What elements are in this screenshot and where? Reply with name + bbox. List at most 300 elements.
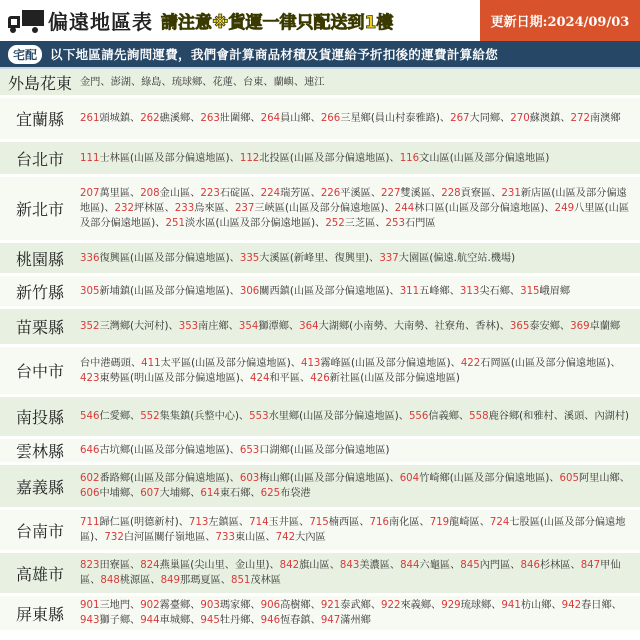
region-label: 新北市 [15,200,64,219]
area-name: 滿州鄉 [340,615,371,626]
area-name: 蘭嶼 [273,76,294,88]
area-name: 茂林區 [250,575,281,586]
area-name: 南澳鄉 [589,113,621,124]
area-item [140,600,190,611]
postal-code: 847 [580,560,601,571]
area-item [280,560,330,571]
area-item [216,532,266,543]
area-item [140,411,239,422]
area-name: 五峰鄉 [419,285,450,297]
area-item [249,517,299,528]
area-name: 頭城鎮 [99,113,131,124]
postal-code: 228 [441,188,461,199]
area-name: 員山鄉 [280,113,311,124]
postal-code: 252 [325,218,345,229]
area-item [165,218,315,229]
area-name: 南化區 [388,517,420,528]
page-title: 偏遠地區表 [48,10,153,34]
table-row [0,553,640,596]
area-item [400,153,550,164]
postal-code: 249 [554,203,575,214]
area-item [80,411,130,422]
area-item [240,153,390,164]
postal-code: 272 [570,113,590,124]
area-name: 泰安鄉 [529,321,560,332]
region-label: 新竹縣 [15,282,64,302]
postal-code: 732 [104,532,124,543]
area-name: 三芝區 [344,218,376,229]
area-name: 琉球鄉 [460,600,492,611]
area-name: 杉林區 [539,560,571,571]
area-item [381,600,431,611]
area-name: 石岡區(山區及部分偏遠地區) [480,357,611,369]
area-name: 平溪區 [340,188,371,199]
postal-code: 336 [80,252,100,264]
postal-code: 724 [489,517,510,528]
area-name: 龍崎區 [449,517,480,528]
area-item [261,188,311,199]
area-name: 三峽區(山區及部分偏遠地區) [254,203,385,214]
area-item [80,615,130,626]
postal-code: 233 [174,203,195,214]
postal-code: 947 [320,615,341,626]
area-item [212,77,232,88]
area-item [460,286,510,297]
area-name: 內門區 [479,560,511,571]
postal-code: 335 [239,252,260,264]
area-name: 鹿谷鄉(和雅村、溪頭、內湖村) [488,411,629,422]
area-item [140,488,190,499]
area-name: 桃源區 [119,575,151,586]
area-item [570,321,620,332]
area-item [80,113,130,124]
postal-code: 111 [80,152,100,164]
area-name: 白河區關仔嶺地區 [123,532,206,543]
area-item [261,615,311,626]
postal-code: 305 [80,285,100,297]
postal-code: 253 [385,218,405,229]
table-row [0,596,640,633]
area-item [179,321,229,332]
area-item [274,77,294,88]
area-name: 信義鄉 [428,411,459,422]
area-item [386,218,436,229]
area-name: 阿里山鄉 [578,473,620,484]
table-row [0,142,640,177]
area-name: 集集鎮(兵整中心) [159,411,239,422]
postal-code: 607 [140,488,160,499]
area-name: 花蓮 [212,76,233,88]
area-item [461,358,611,369]
area-name: 復興區(山區及部分偏遠地區) [99,252,230,264]
area-list: 金門、澎湖、綠島、琉球鄉、花蓮、台東、蘭嶼、連江 [80,76,325,88]
area-name: 新社區(山區及部分偏遠地區) [329,372,460,384]
postal-code: 224 [260,188,281,199]
area-item [240,473,390,484]
area-name: 南庄鄉 [198,321,229,332]
area-name: 那瑪夏區 [180,575,221,586]
postal-code: 824 [140,560,160,571]
region-label: 台南市 [15,521,64,541]
postal-code: 546 [80,411,100,422]
home-delivery-badge: 宅配 [8,45,42,64]
area-name: 梅山鄉(山區及部分偏遠地區) [259,473,390,484]
postal-code: 553 [249,411,269,422]
area-name: 來義鄉 [400,600,432,611]
postal-code: 715 [309,517,329,528]
table-row [0,347,640,397]
area-name: 淡水區(山區及部分偏遠地區) [184,218,316,229]
area-item [240,286,390,297]
table-row [0,276,640,309]
area-name: 大內區 [295,532,326,543]
postal-code: 556 [408,411,429,422]
area-name: 獅子鄉 [99,615,131,626]
area-list: 646古坑鄉(山區及部分偏遠地區)、653口湖鄉(山區及部分偏遠地區) [80,445,390,456]
area-item [80,517,179,528]
region-label: 南投縣 [15,408,64,427]
area-name: 金山區 [159,188,191,199]
area-item [200,113,250,124]
area-item [100,575,150,586]
area-item [276,532,326,543]
area-item [309,517,359,528]
area-name: 東石鄉 [219,488,251,499]
area-name: 太平區(山區及部分偏遠地區) [160,357,291,369]
area-item [80,358,131,369]
area-name: 枋山鄉 [520,600,552,611]
region-label: 嘉義縣 [15,477,64,497]
area-item [175,203,225,214]
area-item [400,560,450,571]
area-item [261,600,311,611]
area-name: 大溪區(新峰里、復興里) [259,252,370,264]
postal-code: 365 [509,321,530,332]
area-item [80,560,130,571]
postal-code: 208 [140,188,160,199]
postal-code: 263 [200,113,220,124]
area-item [441,188,491,199]
area-item [310,373,460,384]
area-name: 六龜區 [419,560,451,571]
postal-code: 337 [379,252,399,264]
area-item [80,77,100,88]
area-item [261,488,311,499]
area-name: 旗山區 [299,560,330,571]
area-item [161,575,221,586]
area-name: 東山區 [234,532,266,543]
area-name: 尖石鄉 [479,285,510,297]
area-name: 東勢區(明山區及部分偏遠地區) [99,372,240,384]
area-name: 霧臺鄉 [159,600,191,611]
area-item [235,203,385,214]
area-name: 布袋港 [280,488,311,499]
area-item [510,113,560,124]
postal-code: 614 [200,488,220,499]
area-item [510,321,560,332]
area-name: 玉井區 [268,517,300,528]
area-item [299,321,500,332]
truck-icon [8,10,44,32]
postal-code: 625 [260,488,281,499]
area-name: 台中港碼頭 [80,357,131,369]
area-item [325,218,375,229]
postal-code: 946 [260,615,281,626]
area-name: 士林區(山區及部分偏遠地區) [99,152,230,164]
area-list: 901三地門、902霧臺鄉、903瑪家鄉、906高樹鄉、921泰武鄉、922來義鄉、929琉球鄉、941枋山鄉、942春日鄉、943獅子鄉、944車城鄉、945牡丹鄉、946恆春鎮、947滿州鄉 [80,600,622,626]
area-item [460,560,510,571]
area-name: 瑪家鄉 [219,600,251,611]
postal-code: 207 [80,188,100,199]
area-name: 八里區(山區及部分偏遠地區) [80,203,630,229]
info-bar [0,41,640,69]
area-item [560,473,620,484]
area-item [141,77,161,88]
area-item [469,411,629,422]
postal-code: 653 [239,445,260,456]
area-name: 北投區(山區及部分偏遠地區) [259,152,390,164]
area-item [571,113,621,124]
area-item [261,113,311,124]
postal-code: 921 [320,600,341,611]
area-name: 台東 [243,76,264,88]
postal-code: 901 [80,600,100,611]
postal-code: 264 [260,113,281,124]
postal-code: 422 [460,357,481,369]
postal-code: 270 [510,113,530,124]
remote-area-table [0,69,640,633]
area-item [141,358,291,369]
area-name: 和平區 [269,372,301,384]
area-item [400,286,450,297]
area-name: 泰武鄉 [340,600,371,611]
postal-code: 602 [80,473,100,484]
area-name: 三星鄉(員山村泰雅路) [340,113,440,124]
area-name: 七股區(山區及部分偏遠地區) [80,517,626,543]
postal-code: 845 [460,560,480,571]
postal-code: 306 [239,285,260,297]
postal-code: 558 [469,411,489,422]
area-name: 烏來區 [194,203,225,214]
region-label: 高雄市 [15,564,64,584]
postal-code: 244 [394,203,415,214]
postal-code: 922 [381,600,401,611]
region-label: 屏東縣 [15,604,64,624]
postal-code: 354 [238,321,259,332]
postal-code: 848 [100,575,120,586]
postal-code: 231 [501,188,521,199]
area-item [321,113,440,124]
area-item [321,188,371,199]
region-label: 宜蘭縣 [15,110,64,129]
area-name: 石碇區 [219,188,251,199]
area-name: 三地門 [99,600,131,611]
area-name: 恆春鎮 [280,615,311,626]
area-item [140,560,269,571]
postal-code: 364 [299,321,319,332]
area-name: 石門區 [404,218,436,229]
postal-code: 353 [178,321,199,332]
area-item [304,77,324,88]
postal-code: 605 [559,473,579,484]
table-row [0,98,640,142]
postal-code: 424 [250,372,270,384]
area-name: 澎湖 [110,76,131,88]
area-item [200,615,250,626]
postal-code: 941 [501,600,521,611]
area-name: 牡丹鄉 [219,615,251,626]
postal-code: 929 [441,600,461,611]
header [0,0,640,41]
postal-code: 603 [239,473,260,484]
area-list: 261頭城鎮、262礁溪鄉、263壯圍鄉、264員山鄉、266三星鄉(員山村泰雅路)、267大同鄉、270蘇澳鎮、272南澳鄉 [80,113,621,124]
area-name: 綠島 [141,76,162,88]
postal-code: 711 [80,517,100,528]
area-name: 車城鄉 [159,615,191,626]
area-item [80,473,230,484]
postal-code: 311 [399,285,420,297]
area-item [111,77,131,88]
postal-code: 842 [279,560,300,571]
postal-code: 944 [140,615,160,626]
postal-code: 237 [234,203,255,214]
area-item [340,560,390,571]
region-label: 台北市 [15,149,64,169]
area-item [115,203,165,214]
area-name: 歸仁區(明德新村) [99,517,179,528]
postal-code: 823 [80,560,100,571]
area-name: 美濃區 [359,560,390,571]
postal-code: 903 [200,600,220,611]
area-item [321,615,371,626]
area-item [80,488,130,499]
postal-code: 261 [80,113,100,124]
area-item [104,532,205,543]
area-item [140,188,190,199]
area-name: 仁愛鄉 [99,411,131,422]
area-name: 左鎮區 [208,517,239,528]
postal-code: 942 [561,600,582,611]
area-name: 文山區(山區及部分偏遠地區) [419,152,550,164]
postal-code: 719 [429,517,450,528]
postal-code: 262 [140,113,160,124]
area-list: 602番路鄉(山區及部分偏遠地區)、603梅山鄉(山區及部分偏遠地區)、604竹崎鄉(山區及部分偏遠地區)、605阿里山鄉、606中埔鄉、607大埔鄉、614東石鄉、625布袋港 [80,473,630,499]
area-item [321,600,371,611]
table-row [0,243,640,276]
area-name: 古坑鄉(山區及部分偏遠地區) [99,445,230,456]
area-name: 高樹鄉 [280,600,311,611]
area-item [140,615,190,626]
area-name: 番路鄉(山區及部分偏遠地區) [99,473,230,484]
area-name: 貢寮區 [460,188,492,199]
table-row [0,465,640,510]
postal-code: 413 [300,357,321,369]
area-list: 111士林區(山區及部分偏遠地區)、112北投區(山區及部分偏遠地區)、116文山區(山區及部分偏遠地區) [80,152,550,164]
area-list: 352三灣鄉(大河村)、353南庄鄉、354獅潭鄉、364大湖鄉(小南勢、大南勢、社寮角、香林)、365泰安鄉、369卓蘭鄉 [80,321,621,332]
region-label: 台中市 [15,362,64,381]
area-name: 卓蘭鄉 [589,321,621,332]
area-item [80,600,130,611]
postal-code: 267 [450,113,470,124]
postal-code: 426 [310,372,330,384]
postal-code: 945 [200,615,220,626]
region-label: 桃園縣 [15,249,64,269]
area-name: 大埔鄉 [159,488,191,499]
postal-code: 352 [80,321,100,332]
area-name: 霧峰區(山區及部分偏遠地區) [320,357,451,369]
postal-code: 906 [260,600,281,611]
area-name: 獅潭鄉 [258,321,289,332]
postal-code: 313 [459,285,480,297]
postal-code: 232 [114,203,134,214]
area-name: 田寮區 [99,560,131,571]
area-name: 甲仙區 [80,560,621,586]
area-name: 口湖鄉(山區及部分偏遠地區) [259,445,390,456]
postal-code: 251 [165,218,185,229]
area-item [409,411,459,422]
area-name: 新店區(山區及部分偏遠地區) [80,188,627,214]
postal-code: 423 [80,372,100,384]
postal-code: 843 [339,560,360,571]
postal-code: 223 [200,188,220,199]
area-item [379,253,515,264]
area-name: 萬里區 [99,188,131,199]
area-list: 546仁愛鄉、552集集鎮(兵整中心)、553水里鄉(山區及部分偏遠地區)、556信義鄉、558鹿谷鄉(和雅村、溪頭、內湖村) [80,411,629,422]
area-name: 三灣鄉(大河村) [99,321,169,332]
area-name: 坪林區 [134,203,165,214]
area-list: 823田寮區、824燕巢區(尖山里、金山里)、842旗山區、843美濃區、844六龜區、845內門區、846杉林區、847甲仙區、848桃源區、849那瑪夏區、851茂林區 [80,560,621,586]
area-item [243,77,263,88]
area-name: 壯圍鄉 [219,113,251,124]
area-item [520,560,570,571]
postal-code: 742 [275,532,296,543]
postal-code: 112 [239,152,260,164]
area-item [450,113,500,124]
area-item [80,153,230,164]
area-name: 關西鎮(山區及部分偏遠地區) [259,285,390,297]
region-label: 雲林縣 [15,442,64,461]
postal-code: 943 [80,615,100,626]
info-text: 以下地區請先詢問運費，我們會計算商品材積及貨運給予折扣後的運費計算給您 [50,47,499,62]
area-name: 蘇澳鎮 [529,113,561,124]
area-item [80,188,130,199]
area-name: 大園區(偏遠.航空站.機場) [398,252,516,264]
area-item [250,373,300,384]
table-row [0,69,640,98]
area-item [80,373,240,384]
area-item [501,600,551,611]
area-item [441,600,491,611]
area-name: 楠西區 [328,517,360,528]
table-row [0,309,640,347]
area-name: 林口區(山區及部分偏遠地區) [414,203,545,214]
area-item [249,411,399,422]
area-name: 連江 [304,76,325,88]
area-item [430,517,480,528]
postal-code: 846 [520,560,540,571]
area-name: 竹崎鄉(山區及部分偏遠地區) [419,473,550,484]
region-label: 外島花東 [7,73,72,93]
area-item [239,321,289,332]
area-item [200,488,250,499]
postal-code: 851 [230,575,251,586]
postal-code: 116 [399,152,420,164]
area-item [140,113,190,124]
table-row [0,439,640,465]
area-name: 瑞芳區 [280,188,311,199]
area-item [80,321,169,332]
area-item [231,575,281,586]
